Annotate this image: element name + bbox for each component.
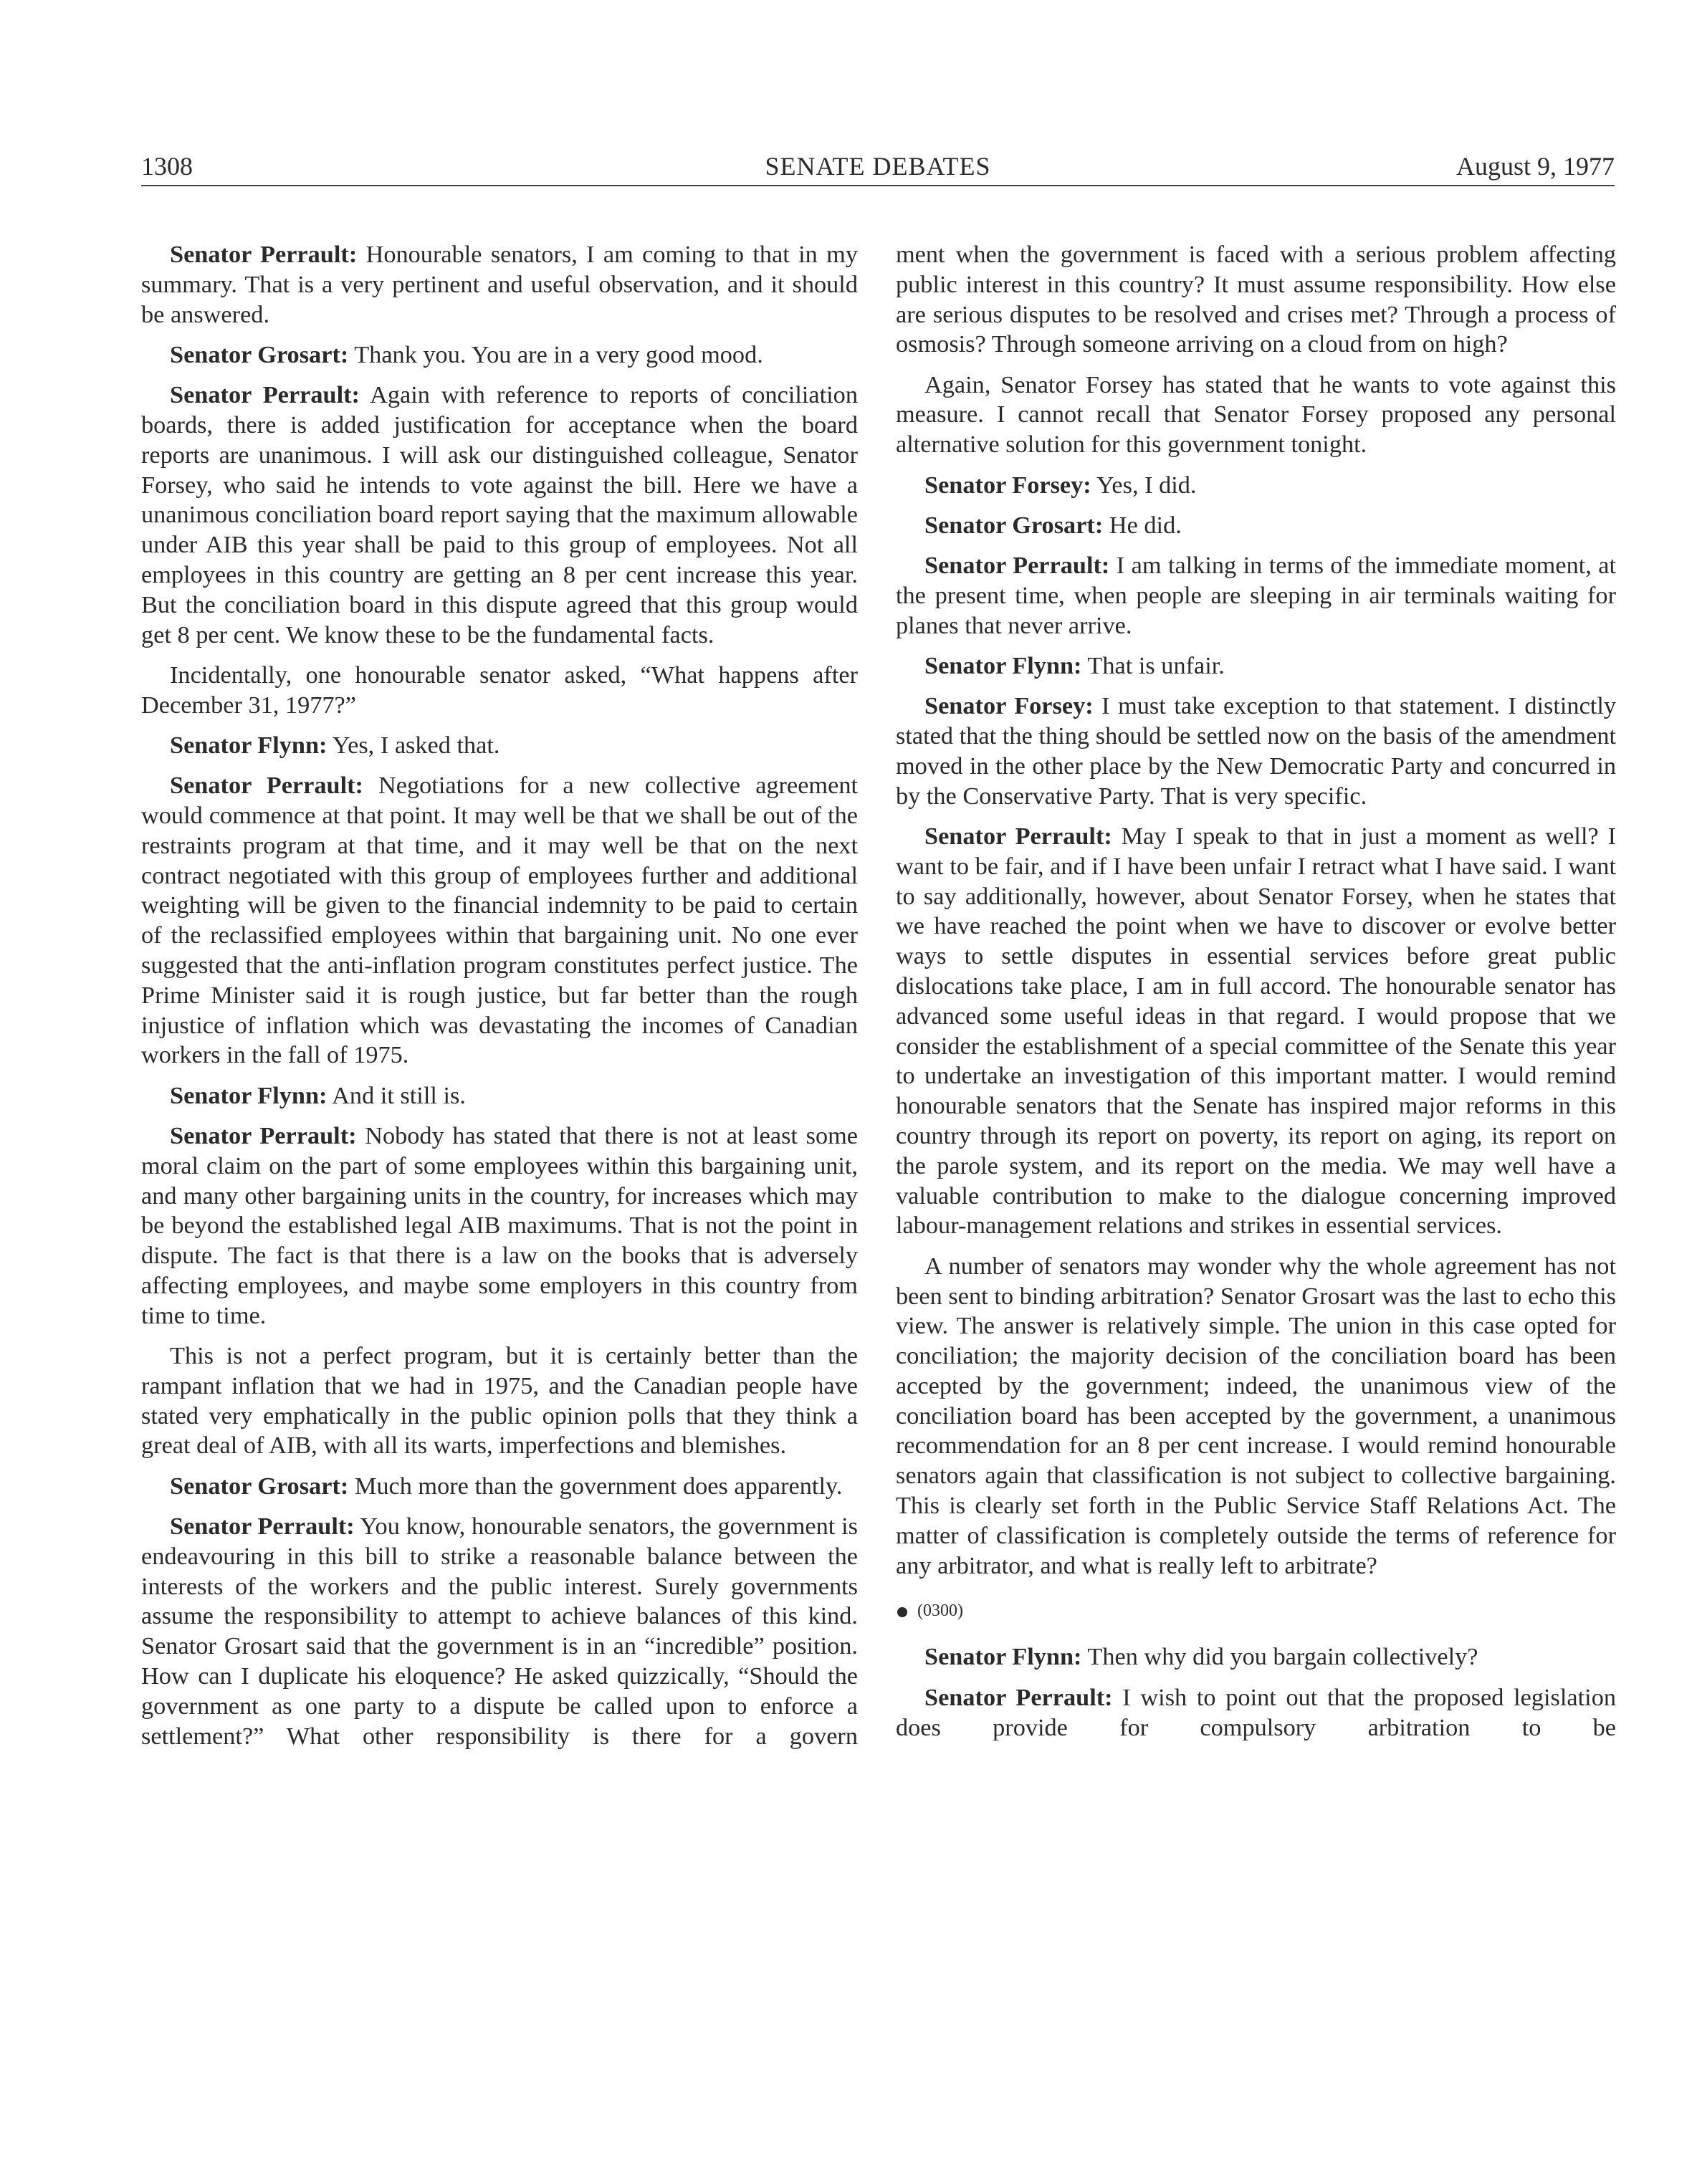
right-column bbox=[896, 240, 1616, 1743]
speech-text: May I speak to that in just a moment as well? I want to be fair, and if I have been unfair I retract what I have said. I want to say additionally, however, about Senator Forsey, when he states that we have reached the point when we have to discover or evolve better ways to settle disputes in essential services before great public dislocations take place, I am in full accord. The honourable senator has advanced some useful ideas in that regard. I would propose that we consider the establishment of a special committee of the Senate this year to undertake an investigation of this important matter. I would remind honourable senators that the Senate has inspired major reforms in this country through its report on poverty, its report on aging, its report on the parole system, and its report on the media. We may well have a valuable contribution to make to the dialogue concerning improved labour-management relations and strikes in essential services. bbox=[896, 823, 1616, 1240]
running-header bbox=[141, 147, 1615, 186]
speech-text: I am talking in terms of the immediate moment, at the present time, when people are sleeping in air terminals waiting for planes that never arrive. bbox=[896, 552, 1616, 639]
speech-text: Again with reference to reports of conciliation boards, there is added justification for acceptance when the board reports are unanimous. I will ask our distinguished colleague, Senator Forsey, who said he intends to vote against the bill. Here we have a unanimous conciliation board report saying that the maximum allowable under AIB this year shall be paid to this group of employees. Not all employees in this country are getting an 8 per cent increase this year. But the conciliation board in this dispute agreed that this group would get 8 per cent. We know these to be the fundamental facts. bbox=[141, 381, 858, 648]
paragraph bbox=[896, 1683, 1616, 1743]
paragraph bbox=[896, 651, 1616, 681]
page-number: 1308 bbox=[141, 152, 193, 181]
speech-text: ment when the government is faced with a serious problem affecting public interest in this country? It must assume responsibility. How else are serious disputes to be resolved and crises met? Through a process of osmosis? Through someone arriving on a cloud from on high? bbox=[896, 241, 1616, 358]
speech-text: Then why did you bargain collectively? bbox=[1081, 1643, 1478, 1671]
paragraph bbox=[141, 731, 858, 761]
speech-text: Thank you. You are in a very good mood. bbox=[348, 340, 763, 368]
paragraph bbox=[141, 1081, 858, 1111]
speech-text: Yes, I asked that. bbox=[327, 731, 500, 759]
speech-text: Yes, I did. bbox=[1091, 471, 1197, 499]
speech-text: Negotiations for a new collective agreement would commence at that point. It may well be that we shall be out of the restraints program at that time, and it may well be that on the next contract negotiated with this group of employees further and additional weighting will be given to the financial indemnity to be paid to certain of the reclassified employees within that bargaining unit. No one ever suggested that the anti-inflation program constitutes perfect justice. The Prime Minister said it is rough justice, but far better than the rough injustice of inflation which was devastating the incomes of Canadian workers in the fall of 1975. bbox=[141, 772, 859, 1069]
speaker-name: Senator Grosart: bbox=[924, 511, 1104, 539]
paragraph bbox=[896, 822, 1616, 1241]
publication-title: SENATE DEBATES bbox=[765, 152, 991, 181]
speech-text: That is unfair. bbox=[1081, 652, 1225, 680]
paragraph bbox=[896, 240, 1616, 360]
paragraph bbox=[896, 511, 1616, 541]
speech-text: I must take exception to that statement. I distinctly stated that the thing should be settled now on the basis of the amendment moved in the other place by the New Democratic Party and concurred in by the Conservative Party. That is very specific. bbox=[896, 692, 1616, 810]
speaker-name: Senator Forsey: bbox=[924, 692, 1094, 720]
speaker-name: Senator Grosart: bbox=[170, 1472, 349, 1500]
speaker-name: Senator Perrault: bbox=[924, 1683, 1113, 1711]
time-marker-label: (0300) bbox=[917, 1601, 963, 1621]
speaker-name: Senator Flynn: bbox=[924, 1643, 1082, 1671]
speech-text: A number of senators may wonder why the whole agreement has not been sent to binding arbitration? Senator Grosart was the last to echo this view. The answer is relatively simple. The union in this case opted for conciliation; the majority decision of the conciliation board has been accepted by the government; indeed, the unanimous view of the conciliation board has been accepted by the government, a unanimous recommendation for an 8 per cent increase. I would remind honourable senators again that classification is not subject to collective bargaining. This is clearly set forth in the Public Service Staff Relations Act. The matter of classification is completely outside the terms of reference for any arbitrator, and what is really left to arbitrate? bbox=[896, 1252, 1616, 1579]
paragraph bbox=[141, 1472, 858, 1502]
paragraph bbox=[141, 380, 858, 650]
paragraph bbox=[141, 240, 858, 330]
left-column bbox=[141, 240, 858, 1751]
paragraph bbox=[896, 1252, 1616, 1581]
speaker-name: Senator Perrault: bbox=[170, 1513, 355, 1541]
speaker-name: Senator Forsey: bbox=[924, 471, 1091, 499]
paragraph bbox=[896, 370, 1616, 460]
speaker-name: Senator Flynn: bbox=[170, 1081, 328, 1109]
speech-text: Honourable senators, I am coming to that in my summary. That is a very pertinent and useful observation, and it should be answered. bbox=[141, 241, 858, 328]
speaker-name: Senator Perrault: bbox=[170, 241, 358, 268]
speech-text: Much more than the government does apparently. bbox=[348, 1472, 843, 1500]
speech-text: Nobody has stated that there is not at least some moral claim on the part of some employees within this bargaining unit, and many other bargaining units in the country, for increases which may be beyond the established legal AIB maximums. That is not the point in dispute. The fact is that there is a law on the books that is adversely affecting employees, and maybe some employers in this country from time to time. bbox=[141, 1122, 858, 1329]
speech-text: Again, Senator Forsey has stated that he wants to vote against this measure. I cannot recall that Senator Forsey proposed any personal alternative solution for this government tonight. bbox=[896, 370, 1616, 459]
speaker-name: Senator Perrault: bbox=[170, 1122, 357, 1150]
speech-text: I wish to point out that the proposed legislation does provide for compulsory arbitration to be bbox=[896, 1683, 1616, 1741]
speech-text: And it still is. bbox=[327, 1081, 466, 1109]
issue-date: August 9, 1977 bbox=[1455, 152, 1615, 181]
paragraph bbox=[896, 551, 1616, 641]
paragraph bbox=[141, 771, 858, 1071]
header-rule bbox=[141, 185, 1615, 186]
speech-text: He did. bbox=[1103, 511, 1182, 539]
paragraph bbox=[141, 340, 858, 370]
speaker-name: Senator Perrault: bbox=[170, 381, 360, 409]
paragraph bbox=[141, 661, 858, 721]
speaker-name: Senator Flynn: bbox=[170, 731, 328, 759]
speech-text: Incidentally, one honourable senator asked, “What happens after December 31, 1977?” bbox=[141, 661, 858, 719]
speech-text: You know, honourable senators, the government is endeavouring in this bill to strike a reasonable balance between the interests of the workers and the public interest. Surely governments assume the responsibility to attempt to achieve balances of this kind. Senator Grosart said that the government is in an “incredible” position. How can I duplicate his eloquence? He asked quizzically, “Should the government as one party to a dispute be called upon to enforce a settlement?” What other responsibility is there for a govern bbox=[141, 1513, 858, 1750]
paragraph bbox=[141, 1512, 858, 1751]
speaker-name: Senator Perrault: bbox=[170, 772, 363, 800]
speaker-name: Senator Perrault: bbox=[924, 552, 1110, 580]
paragraph bbox=[141, 1341, 858, 1461]
paragraph bbox=[896, 471, 1616, 501]
speaker-name: Senator Grosart: bbox=[170, 340, 349, 368]
paragraph bbox=[896, 1642, 1616, 1672]
speaker-name: Senator Flynn: bbox=[924, 652, 1082, 680]
paragraph bbox=[141, 1121, 858, 1331]
paragraph bbox=[896, 691, 1616, 811]
speech-text: This is not a perfect program, but it is certainly better than the rampant inflation that we had in 1975, and the Canadian people have stated very emphatically in the public opinion polls that they think a great deal of AIB, with all its warts, imperfections and blemishes. bbox=[141, 1342, 858, 1460]
speaker-name: Senator Perrault: bbox=[924, 823, 1112, 851]
time-marker bbox=[896, 1596, 1616, 1625]
bullet-icon bbox=[897, 1607, 907, 1617]
